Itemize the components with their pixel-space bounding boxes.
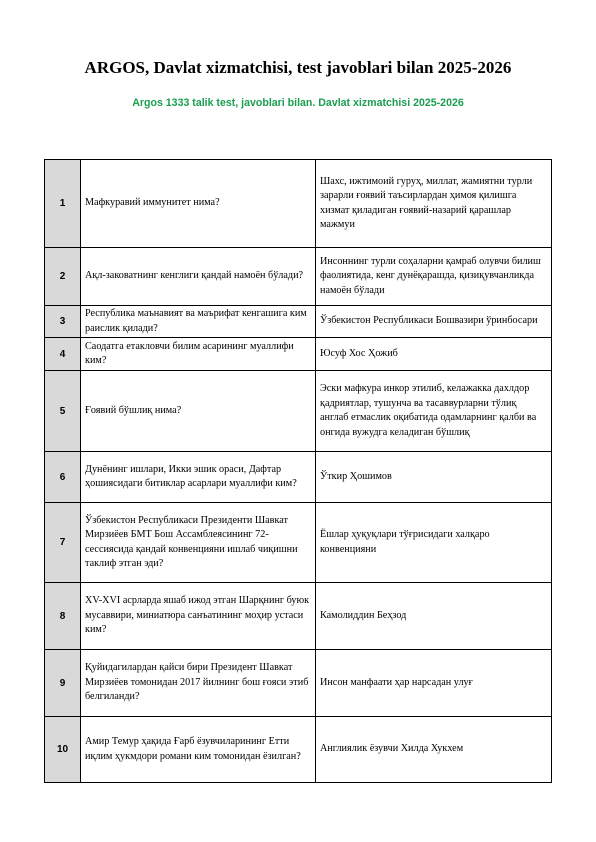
question-cell: Ўзбекистон Республикаси Президенти Шавкат Мирзиёев БМТ Бош Ассамблеясининг 72-сессиясида қандай конвенцияни ишлаб чиқишни таклиф этган эди? — [81, 503, 316, 583]
question-cell: Республика маънавият ва маърифат кенгашига ким раислик қилади? — [81, 306, 316, 338]
qa-table — [44, 159, 552, 783]
row-number: 8 — [45, 583, 81, 650]
row-number: 3 — [45, 306, 81, 338]
row-number: 2 — [45, 248, 81, 306]
answer-cell: Ёшлар ҳуқуқлари тўғрисидаги халқаро конвенцияни — [316, 503, 552, 583]
answer-cell: Ўткир Ҳошимов — [316, 452, 552, 503]
table-row — [45, 583, 552, 650]
question-cell: Қуйидагилардан қайси бири Президент Шавкат Мирзиёев томонидан 2017 йилнинг бош ғояси этиб белгиланди? — [81, 650, 316, 717]
table-row — [45, 248, 552, 306]
page-subtitle: Argos 1333 talik test, javoblari bilan. Davlat xizmatchisi 2025-2026 — [132, 97, 464, 109]
table-row — [45, 371, 552, 452]
table-row — [45, 160, 552, 248]
row-number: 6 — [45, 452, 81, 503]
table-row — [45, 452, 552, 503]
table-row — [45, 306, 552, 338]
question-cell: Амир Темур ҳақида Ғарб ёзувчиларининг Етти иқлим ҳукмдори романи ким томонидан ёзилган? — [81, 717, 316, 783]
page-title: ARGOS, Davlat xizmatchisi, test javoblari bilan 2025-2026 — [84, 58, 512, 77]
answer-cell: Шахс, ижтимоий гуруҳ, миллат, жамиятни турли зарарли ғоявий таъсирлардан ҳимоя қилишга хизмат қиладиган ғоявий-назарий қарашлар мажмуи — [316, 160, 552, 248]
question-cell: XV-XVI асрларда яшаб ижод этган Шарқнинг буюк мусаввири, миниатюра санъатининг моҳир устаси ким? — [81, 583, 316, 650]
row-number: 1 — [45, 160, 81, 248]
table-row — [45, 503, 552, 583]
table-row — [45, 338, 552, 371]
answer-cell: Эски мафкура инкор этилиб, келажакка дахлдор қадриятлар, тушунча ва тасаввурларни тўлиқ англаб етмаслик оқибатида одамларнинг қалби ва онгида вужудга келадиган бўшлиқ — [316, 371, 552, 452]
answer-cell: Англиялик ёзувчи Хилда Хукхем — [316, 717, 552, 783]
table-row — [45, 717, 552, 783]
question-cell: Ақл-заковатнинг кенглиги қандай намоён бўлади? — [81, 248, 316, 306]
question-cell: Ғоявий бўшлиқ нима? — [81, 371, 316, 452]
row-number: 4 — [45, 338, 81, 371]
question-cell: Саодатга етакловчи билим асарининг муаллифи ким? — [81, 338, 316, 371]
answer-cell: Ўзбекистон Республикаси Бошвазири ўринбосари — [316, 306, 552, 338]
row-number: 5 — [45, 371, 81, 452]
table-row — [45, 650, 552, 717]
question-cell: Мафкуравий иммунитет нима? — [81, 160, 316, 248]
answer-cell: Инсон манфаати ҳар нарсадан улуғ — [316, 650, 552, 717]
answer-cell: Инсоннинг турли соҳаларни қамраб олувчи билиш фаолиятида, кенг дунёқарашда, қизиқувчанликда намоён бўлади — [316, 248, 552, 306]
answer-cell: Юсуф Хос Ҳожиб — [316, 338, 552, 371]
row-number: 10 — [45, 717, 81, 783]
row-number: 9 — [45, 650, 81, 717]
row-number: 7 — [45, 503, 81, 583]
answer-cell: Камолиддин Беҳзод — [316, 583, 552, 650]
question-cell: Дунёнинг ишлари, Икки эшик ораси, Дафтар ҳошиясидаги битиклар асарлари муаллифи ким? — [81, 452, 316, 503]
